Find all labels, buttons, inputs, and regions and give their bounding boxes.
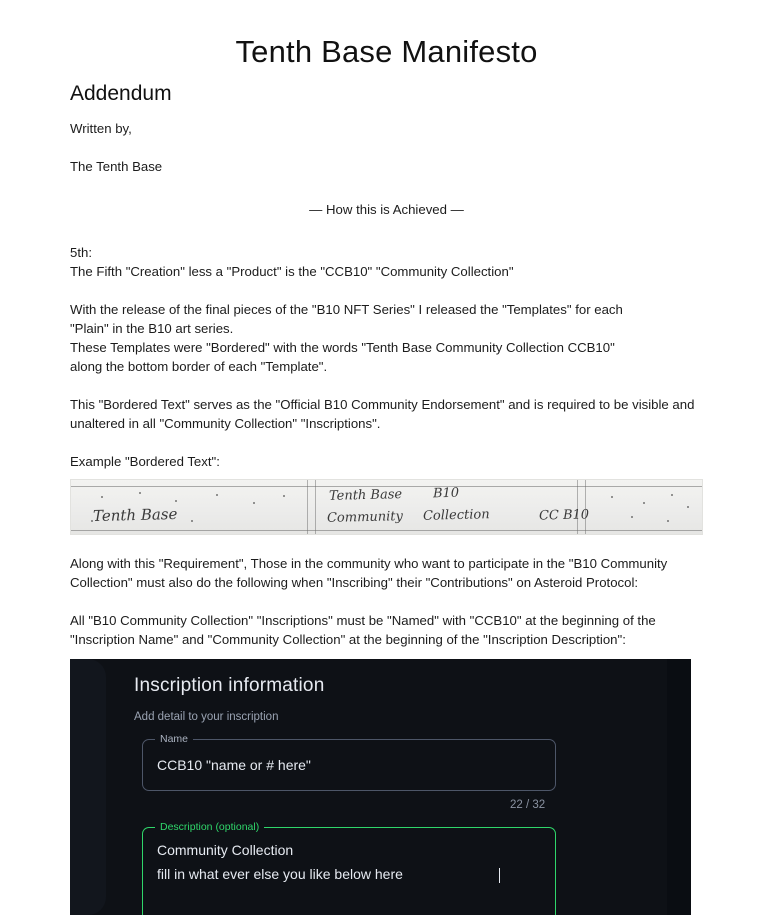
paragraph-2-line-3: These Templates were "Bordered" with the words "Tenth Base Community Collection CCB10" bbox=[70, 340, 615, 355]
app-right-panel bbox=[667, 659, 691, 915]
paragraph-6: All "B10 Community Collection" "Inscriptions" must be "Named" with "CCB10" at the beginning of the "Inscription Name" and "Community Collection" at the beginning of the "Inscription Description": bbox=[70, 613, 656, 647]
description-field-label: Description (optional) bbox=[155, 821, 264, 833]
inscription-app-screenshot bbox=[70, 659, 691, 915]
description-line-2: fill in what ever else you like below here bbox=[157, 866, 403, 882]
description-field[interactable] bbox=[142, 821, 556, 915]
paragraph-1: The Fifth "Creation" less a "Product" is the "CCB10" "Community Collection" bbox=[70, 264, 514, 279]
name-field-label: Name bbox=[155, 733, 193, 745]
paragraph-2-line-1: With the release of the final pieces of the "B10 NFT Series" I released the "Templates" for each bbox=[70, 302, 623, 317]
section-header: — How this is Achieved — bbox=[309, 202, 464, 217]
paragraph-2-line-2: "Plain" in the B10 art series. bbox=[70, 321, 234, 336]
paragraph-3: This "Bordered Text" serves as the "Official B10 Community Endorsement" and is required to be visible and unaltered in all "Community Collection" "Inscriptions". bbox=[70, 397, 695, 431]
strip-cell-1-text: Tenth Base bbox=[92, 504, 178, 526]
document-subtitle: Addendum bbox=[70, 82, 172, 105]
strip-cell-2-line2-b: Collection bbox=[422, 507, 490, 524]
name-character-counter: 22 / 32 bbox=[510, 799, 546, 811]
strip-cell-2-line1-b: B10 bbox=[432, 485, 460, 502]
app-sidebar bbox=[70, 659, 106, 915]
name-field-value: CCB10 "name or # here" bbox=[157, 757, 311, 773]
inscription-heading: Inscription information bbox=[134, 675, 325, 696]
item-number: 5th: bbox=[70, 245, 92, 260]
strip-cell-3-text: CC B10 bbox=[538, 507, 590, 524]
text-caret bbox=[499, 868, 500, 883]
strip-cell-2-line1-a: Tenth Base bbox=[328, 487, 403, 504]
description-line-1: Community Collection bbox=[157, 842, 294, 858]
name-field[interactable] bbox=[142, 733, 556, 791]
paragraph-2-line-4: along the bottom border of each "Template". bbox=[70, 359, 328, 374]
strip-cell-2-line2-a: Community bbox=[326, 509, 404, 526]
author-name: The Tenth Base bbox=[70, 159, 163, 174]
bordered-text-image bbox=[70, 479, 703, 535]
example-caption: Example "Bordered Text": bbox=[70, 454, 220, 469]
inscription-subheading: Add detail to your inscription bbox=[134, 711, 279, 723]
written-by-label: Written by, bbox=[70, 121, 132, 136]
paragraph-5: Along with this "Requirement", Those in the community who want to participate in the "B10 Community Collection" must also do the following when "Inscribing" their "Contributions" on Asteroid Protocol: bbox=[70, 556, 668, 590]
page-title: Tenth Base Manifesto bbox=[235, 34, 538, 69]
